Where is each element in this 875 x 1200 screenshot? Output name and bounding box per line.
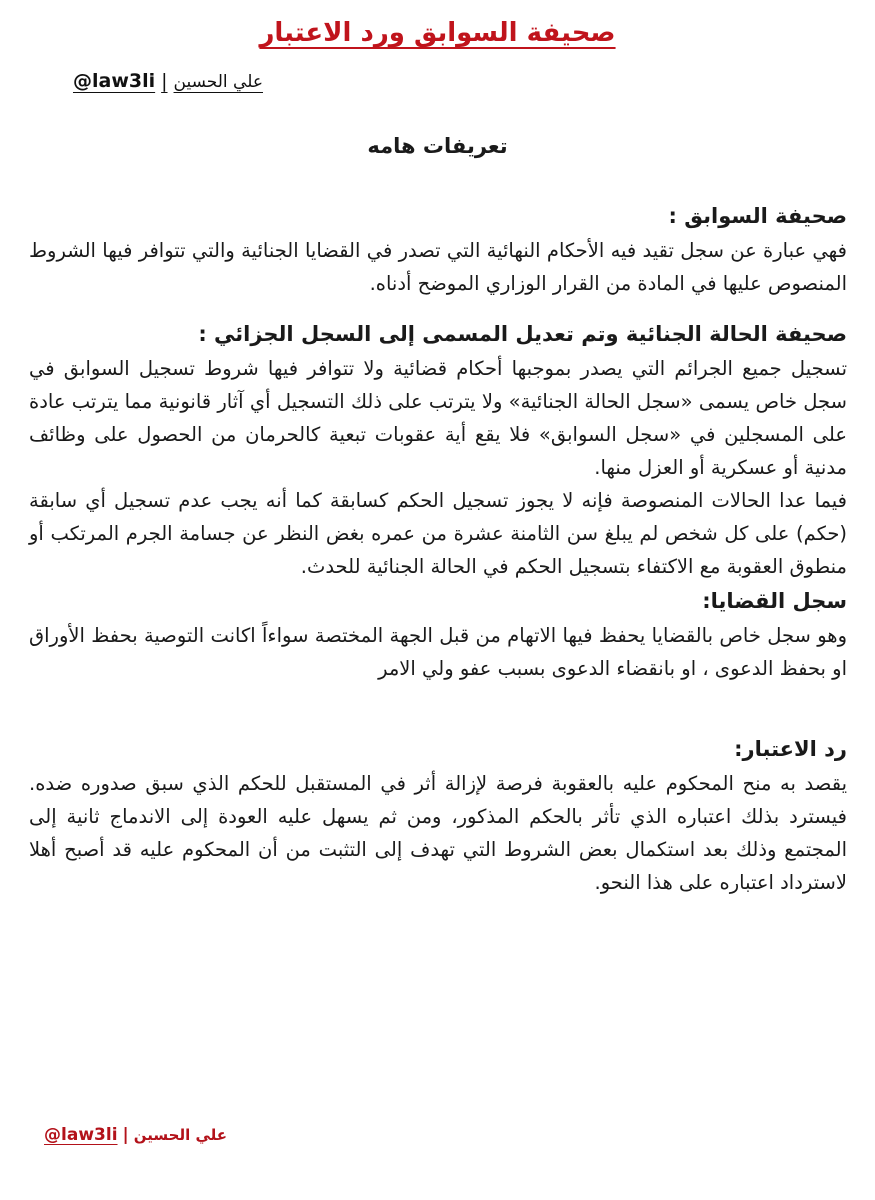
section-heading: سجل القضايا: [702, 589, 847, 613]
author-separator: | [122, 1125, 129, 1145]
page-title: صحيفة السوابق ورد الاعتبار [259, 18, 616, 48]
section-criminal-record [29, 198, 847, 300]
author-handle: @law3li [44, 1125, 118, 1145]
author-name: علي الحسين [133, 1126, 227, 1144]
section-criminal-status [29, 316, 847, 583]
subtitle: تعريفات هامه [367, 134, 508, 158]
section-paragraph: فيما عدا الحالات المنصوصة فإنه لا يجوز تسجيل الحكم كسابقة كما أنه يجب عدم تسجيل أي سابقة (حكم) على كل شخص لم يبلغ سن الثامنة عشرة من عمره بغض النظر عن جسامة الجرم المرتكب أو منطوق العقوبة مع الاكتفاء بتسجيل الحكم في الحالة الجنائية للحدث. [29, 489, 847, 578]
section-paragraph: فهي عبارة عن سجل تقيد فيه الأحكام النهائية التي تصدر في القضايا الجنائية والتي تتوافر فيها الشروط المنصوص عليها في المادة من القرار الوزاري الموضح أدناه. [29, 239, 847, 295]
author-separator: | [161, 70, 168, 92]
author-credit-bottom [44, 1125, 227, 1145]
author-handle: @law3li [72, 70, 156, 92]
author-credit-top [73, 70, 263, 92]
section-paragraph: تسجيل جميع الجرائم التي يصدر بموجبها أحكام قضائية ولا تتوافر فيها شروط تسجيل السوابق في سجل خاص يسمى «سجل الحالة الجنائية» ولا يترتب على ذلك التسجيل أي آثار قانونية مما يترتب عادة على المسجلين في «سجل السوابق» فلا يقع أية عقوبات تبعية كالحرمان من الحصول على وظائف مدنية أو عسكرية أو العزل منها. [29, 357, 847, 479]
author-name: علي الحسين [173, 72, 263, 92]
section-rehabilitation [29, 731, 847, 899]
section-heading: صحيفة الحالة الجنائية وتم تعديل المسمى إلى السجل الجزائي : [198, 322, 847, 346]
document-body [29, 198, 847, 899]
section-paragraph: وهو سجل خاص بالقضايا يحفظ فيها الاتهام من قبل الجهة المختصة سواءاً اكانت التوصية بحفظ الأوراق او بحفظ الدعوى ، او بانقضاء الدعوى بسبب عفو ولي الامر [29, 624, 847, 680]
section-heading: رد الاعتبار: [734, 737, 847, 761]
section-heading: صحيفة السوابق : [668, 204, 847, 228]
section-paragraph: يقصد به منح المحكوم عليه بالعقوبة فرصة لإزالة أثر في المستقبل للحكم الذي سبق صدوره ضده. فيسترد بذلك اعتباره الذي تأثر بالحكم المذكور، ومن ثم يسهل عليه العودة إلى الاندماج ثانية إلى المجتمع وذلك بعد استكمال بعض الشروط التي تهدف إلى التثبت من أن المحكوم عليه قد أصبح أهلا لاسترداد اعتباره على هذا النحو. [29, 772, 847, 894]
section-case-record [29, 583, 847, 685]
